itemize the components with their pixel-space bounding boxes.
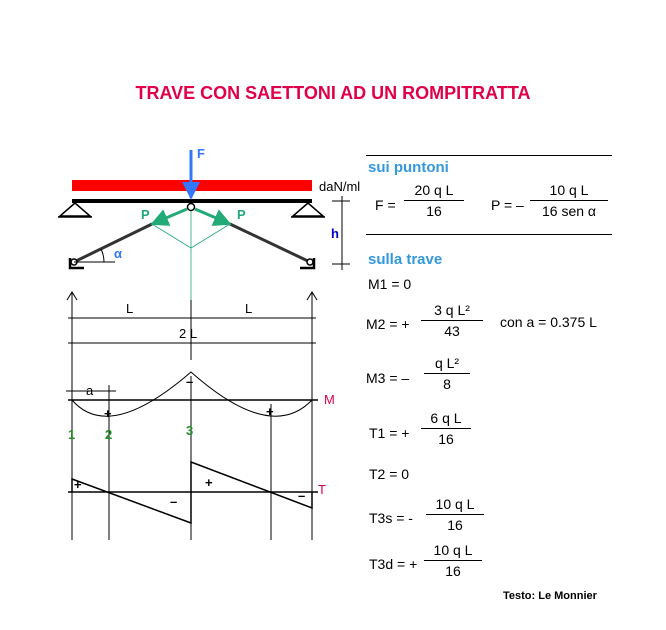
M3-lhs: M3 = – — [366, 370, 410, 386]
T1-numerator: 6 q L — [421, 410, 471, 429]
point-3-label: 3 — [186, 423, 194, 438]
span-total-label: 2 L — [179, 326, 198, 341]
span-left-label: L — [126, 301, 134, 316]
M2-denominator: 43 — [444, 323, 460, 339]
central-hinge — [188, 204, 195, 211]
strut-force-left-label: P — [141, 207, 150, 222]
P-lhs: P = – — [491, 197, 524, 213]
height-label: h — [331, 226, 339, 241]
shear-label: T — [318, 482, 326, 497]
T3s-lhs: T3s = - — [369, 510, 413, 526]
angle-label: α — [114, 246, 122, 261]
M3-numerator: q L² — [424, 355, 470, 374]
point-2-label: 2 — [105, 427, 113, 442]
right-support — [291, 203, 325, 217]
T3s-denominator: 16 — [447, 517, 463, 533]
struts-bottom-rule — [366, 234, 612, 235]
span-right-label: L — [245, 301, 253, 316]
F-lhs: F = — [375, 197, 396, 213]
T1-denominator: 16 — [438, 431, 454, 447]
moment-plus-right: + — [266, 404, 274, 419]
strut-force-right-label: P — [237, 207, 246, 222]
shear-minus-right: – — [298, 488, 306, 503]
force-label: F — [197, 146, 205, 161]
beam — [72, 199, 312, 203]
T1-fraction — [421, 410, 471, 447]
T3d-denominator: 16 — [445, 563, 461, 579]
M1-formula: M1 = 0 — [368, 276, 412, 292]
moment-minus-center: – — [186, 374, 194, 389]
right-strut — [230, 224, 310, 262]
T2-formula: T2 = 0 — [369, 466, 410, 482]
left-strut — [74, 224, 152, 262]
T3d-numerator: 10 q L — [424, 542, 482, 561]
M2-lhs: M2 = + — [366, 316, 410, 332]
T3d-lhs: T3d = + — [369, 556, 418, 572]
M2-note: con a = 0.375 L — [500, 314, 597, 330]
F-numerator: 20 q L — [404, 182, 464, 201]
M3-fraction — [424, 355, 470, 392]
source-credit: Testo: Le Monnier — [503, 590, 597, 602]
T1-lhs: T1 = + — [369, 425, 410, 441]
shear-plus-right: + — [205, 475, 213, 490]
moment-label: M — [324, 392, 335, 407]
M3-denominator: 8 — [443, 376, 451, 392]
M2-fraction — [421, 302, 483, 339]
struts-top-rule — [366, 155, 612, 156]
F-denominator: 16 — [426, 203, 442, 219]
load-unit-label: daN/ml — [319, 179, 361, 194]
point-1-label: 1 — [68, 427, 76, 442]
T3s-fraction — [426, 496, 484, 533]
strut-force-right — [195, 209, 230, 224]
T3s-numerator: 10 q L — [426, 496, 484, 515]
moment-plus-left: + — [104, 406, 112, 421]
shear-minus-left: – — [170, 494, 178, 509]
dist-a-label: a — [86, 383, 94, 398]
F-fraction — [404, 182, 464, 219]
page-title: TRAVE CON SAETTONI AD UN ROMPITRATTA — [135, 83, 531, 103]
P-numerator: 10 q L — [530, 182, 608, 201]
P-denominator: 16 sen α — [541, 203, 597, 219]
T3d-fraction — [424, 542, 482, 579]
shear-plus-left: + — [74, 477, 82, 492]
struts-heading: sui puntoni — [368, 159, 449, 176]
P-fraction — [530, 182, 608, 219]
M2-numerator: 3 q L² — [421, 302, 483, 321]
strut-force-left — [152, 209, 187, 224]
beam-heading: sulla trave — [368, 251, 443, 268]
left-support — [58, 203, 92, 217]
